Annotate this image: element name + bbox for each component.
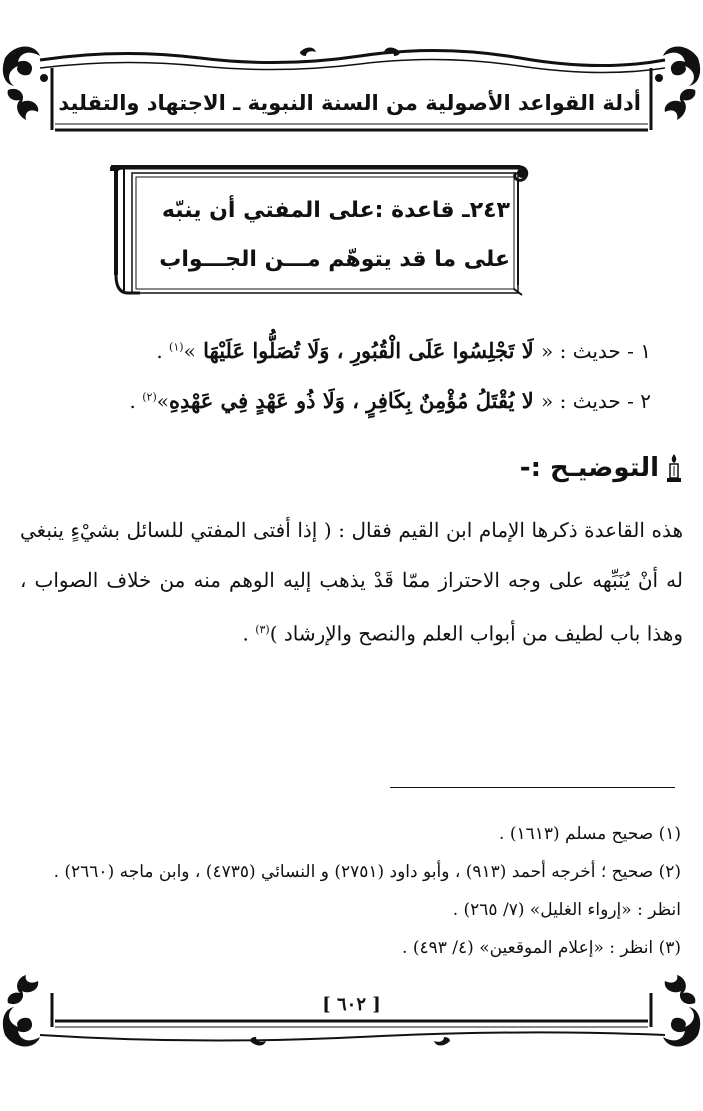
hadith-suffix: » xyxy=(156,389,170,413)
footnote-marker: (٢) xyxy=(658,862,681,882)
rule-title-line-2: على ما قد يتوهّم مـــن الجـــواب xyxy=(159,247,510,272)
running-header-title: أدلة القواعد الأصولية من السنة النبوية ـ الاجتهاد والتقليد xyxy=(58,91,641,115)
hadith-text: لا يُقْتَلُ مُؤْمِنٌ بِكَافِرٍ ، وَلَا ذُو عَهْدٍ فِي عَهْدِهِ xyxy=(169,388,542,413)
footnote-separator xyxy=(390,787,675,788)
hadith-end: . xyxy=(156,339,170,363)
hadith-suffix: » xyxy=(183,339,196,363)
paragraph-end: . xyxy=(242,621,256,646)
hadith-prefix: ١ - حديث : « xyxy=(541,339,651,363)
clarification-heading xyxy=(520,448,683,488)
page-number: [ ٦٠٢ ] xyxy=(322,994,381,1015)
footnotes-section xyxy=(18,815,681,967)
rule-scroll-frame xyxy=(110,165,530,300)
clarification-label: التوضيـح :- xyxy=(519,453,659,483)
footnote-text: انظر : «إعلام الموقعين» (٤/ ٤٩٣) . xyxy=(402,938,659,958)
candle-icon xyxy=(665,453,683,483)
footer-ornament-frame xyxy=(0,975,703,1055)
hadith-item-2 xyxy=(31,388,651,413)
footnote-2 xyxy=(18,853,681,929)
hadith-text: لَا تَجْلِسُوا عَلَى الْقُبُورِ ، وَلَا تُصَلُّوا عَلَيْهَا xyxy=(195,338,542,363)
footnote-marker: (١) xyxy=(658,824,681,844)
hadith-end: . xyxy=(129,389,143,413)
footnote-text: صحيح مسلم (١٦١٣) . xyxy=(499,824,659,844)
footnote-ref: (١) xyxy=(169,340,184,354)
footnote-ref: (٢) xyxy=(142,390,157,404)
footnote-text: صحيح ؛ أخرجه أحمد (٩١٣) ، وأبو داود (٢٧٥١) و النسائي (٤٧٣٥) ، وابن ماجه (٢٦٦٠) . انظر : «إرواء الغليل» (٧/ ٢٦٥) . xyxy=(53,862,681,920)
explanation-paragraph xyxy=(20,505,683,659)
footnote-ref: (٣) xyxy=(255,623,270,636)
hadith-item-1 xyxy=(31,338,651,363)
rule-title-line-1: ٢٤٣ـ قاعدة :على المفتي أن ينبّه xyxy=(161,198,510,223)
footnote-3 xyxy=(18,929,681,967)
hadith-prefix: ٢ - حديث : « xyxy=(541,389,651,413)
footnote-marker: (٣) xyxy=(658,938,681,958)
paragraph-text: هذه القاعدة ذكرها الإمام ابن القيم فقال : ( إذا أفتى المفتي للسائل بشيْءٍ ينبغي له أنْ يُنَبِّهه على وجه الاحتراز ممّا قَدْ يذهب إليه الوهم منه من خلاف الصواب ، وهذا باب لطيف من أبواب العلم والنصح والإرشاد ) xyxy=(20,518,683,646)
footnote-1 xyxy=(18,815,681,853)
